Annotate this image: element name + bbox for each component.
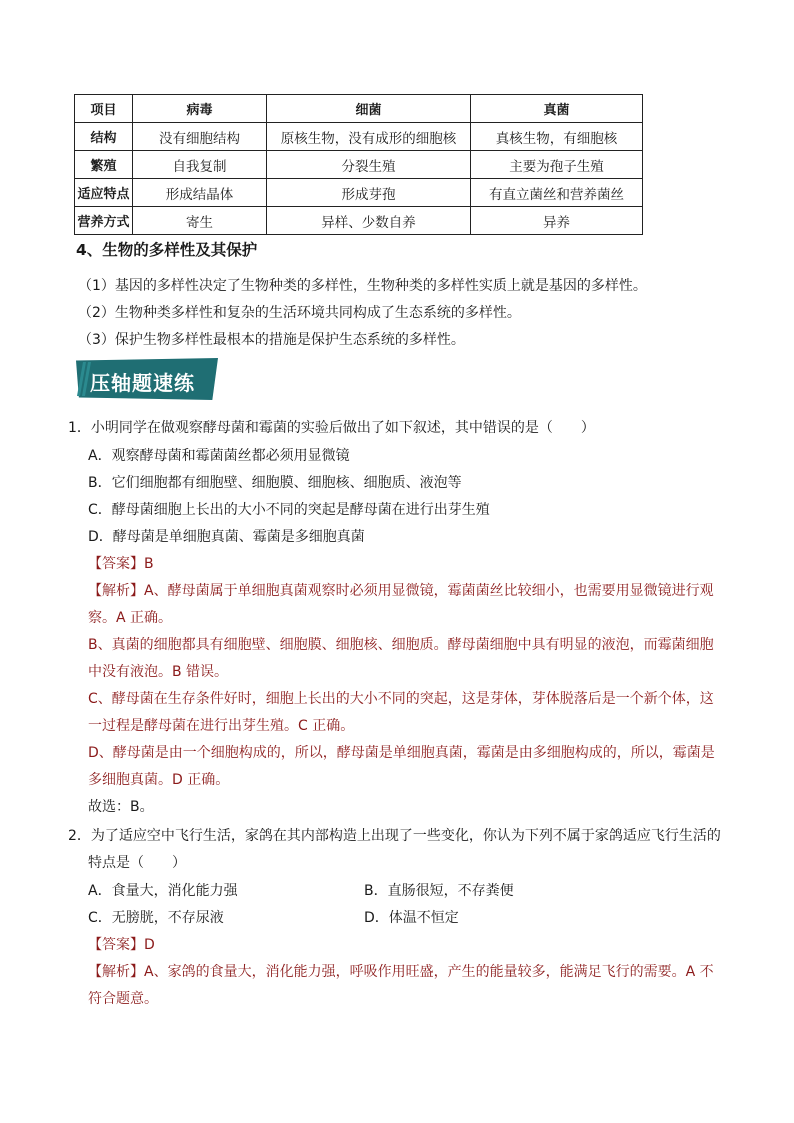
analysis-line: 多细胞真菌。D 正确。 (88, 772, 230, 788)
question-option: D．酵母菌是单细胞真菌、霉菌是多细胞真菌 (88, 529, 365, 545)
question-option: C．无膀胱，不存尿液 (88, 910, 224, 926)
table-row (75, 123, 643, 151)
banner-title: 压轴题速练 (90, 371, 195, 395)
analysis-line: 符合题意。 (88, 991, 158, 1007)
table-row (75, 151, 643, 179)
section-point: （1）基因的多样性决定了生物种类的多样性，生物种类的多样性实质上就是基因的多样性。 (78, 278, 647, 294)
table-cell: 自我复制 (133, 151, 267, 179)
table-cell: 真核生物，有细胞核 (471, 123, 643, 151)
section-point: （3）保护生物多样性最根本的措施是保护生态系统的多样性。 (78, 332, 465, 348)
analysis-line: 一过程是酵母菌在进行出芽生殖。C 正确。 (88, 718, 355, 734)
table-cell: 异样、少数自养 (267, 207, 471, 235)
table-cell: 繁殖 (75, 151, 133, 179)
table-header-cell: 真菌 (471, 95, 643, 123)
table-cell: 适应特点 (75, 179, 133, 207)
analysis-line: 【解析】A、酵母菌属于单细胞真菌观察时必须用显微镜，霉菌菌丝比较细小，也需要用显微镜进行观 (88, 583, 714, 599)
question-option: B．直肠很短，不存粪便 (364, 883, 514, 899)
section-point: （2）生物种类多样性和复杂的生活环境共同构成了生态系统的多样性。 (78, 305, 521, 321)
question-option: B．它们细胞都有细胞壁、细胞膜、细胞核、细胞质、液泡等 (88, 475, 462, 491)
question-option: C．酵母菌细胞上长出的大小不同的突起是酵母菌在进行出芽生殖 (88, 502, 490, 518)
table-header-cell: 病毒 (133, 95, 267, 123)
analysis-line: 【解析】A、家鸽的食量大，消化能力强，呼吸作用旺盛，产生的能量较多，能满足飞行的需要。A 不 (88, 964, 714, 980)
table-header-row (75, 95, 643, 123)
comparison-table (74, 94, 643, 235)
question-stem: 1．小明同学在做观察酵母菌和霉菌的实验后做出了如下叙述，其中错误的是（ ） (68, 420, 595, 436)
table-cell: 分裂生殖 (267, 151, 471, 179)
analysis-line: C、酵母菌在生存条件好时，细胞上长出的大小不同的突起，这是芽体，芽体脱落后是一个新个体，这 (88, 691, 714, 707)
section-heading: 4、生物的多样性及其保护 (76, 241, 258, 259)
table-cell: 寄生 (133, 207, 267, 235)
answer-label: 【答案】D (88, 937, 155, 953)
analysis-line: 中没有液泡。B 错误。 (88, 664, 229, 680)
question-option: A．观察酵母菌和霉菌菌丝都必须用显微镜 (88, 448, 350, 464)
analysis-conclusion: 故选：B。 (88, 799, 154, 815)
question-stem-continued: 特点是（ ） (88, 855, 186, 871)
table-cell: 原核生物，没有成形的细胞核 (267, 123, 471, 151)
analysis-line: D、酵母菌是由一个细胞构成的，所以，酵母菌是单细胞真菌，霉菌是由多细胞构成的，所以，霉菌是 (88, 745, 715, 761)
analysis-line: B、真菌的细胞都具有细胞壁、细胞膜、细胞核、细胞质。酵母菌细胞中具有明显的液泡，而霉菌细胞 (88, 637, 714, 653)
table-cell: 结构 (75, 123, 133, 151)
table-header-cell: 项目 (75, 95, 133, 123)
question-option: A．食量大，消化能力强 (88, 883, 238, 899)
table-cell: 形成结晶体 (133, 179, 267, 207)
table-cell: 营养方式 (75, 207, 133, 235)
section-banner (76, 358, 218, 400)
table-cell: 主要为孢子生殖 (471, 151, 643, 179)
question-option: D．体温不恒定 (364, 910, 459, 926)
table-header-cell: 细菌 (267, 95, 471, 123)
table-cell: 有直立菌丝和营养菌丝 (471, 179, 643, 207)
analysis-line: 察。A 正确。 (88, 610, 173, 626)
question-stem: 2．为了适应空中飞行生活，家鸽在其内部构造上出现了一些变化，你认为下列不属于家鸽适应飞行生活的 (68, 828, 721, 844)
table-cell: 形成芽孢 (267, 179, 471, 207)
table-cell: 没有细胞结构 (133, 123, 267, 151)
table-row (75, 207, 643, 235)
answer-label: 【答案】B (88, 556, 154, 572)
table-row (75, 179, 643, 207)
table-cell: 异养 (471, 207, 643, 235)
